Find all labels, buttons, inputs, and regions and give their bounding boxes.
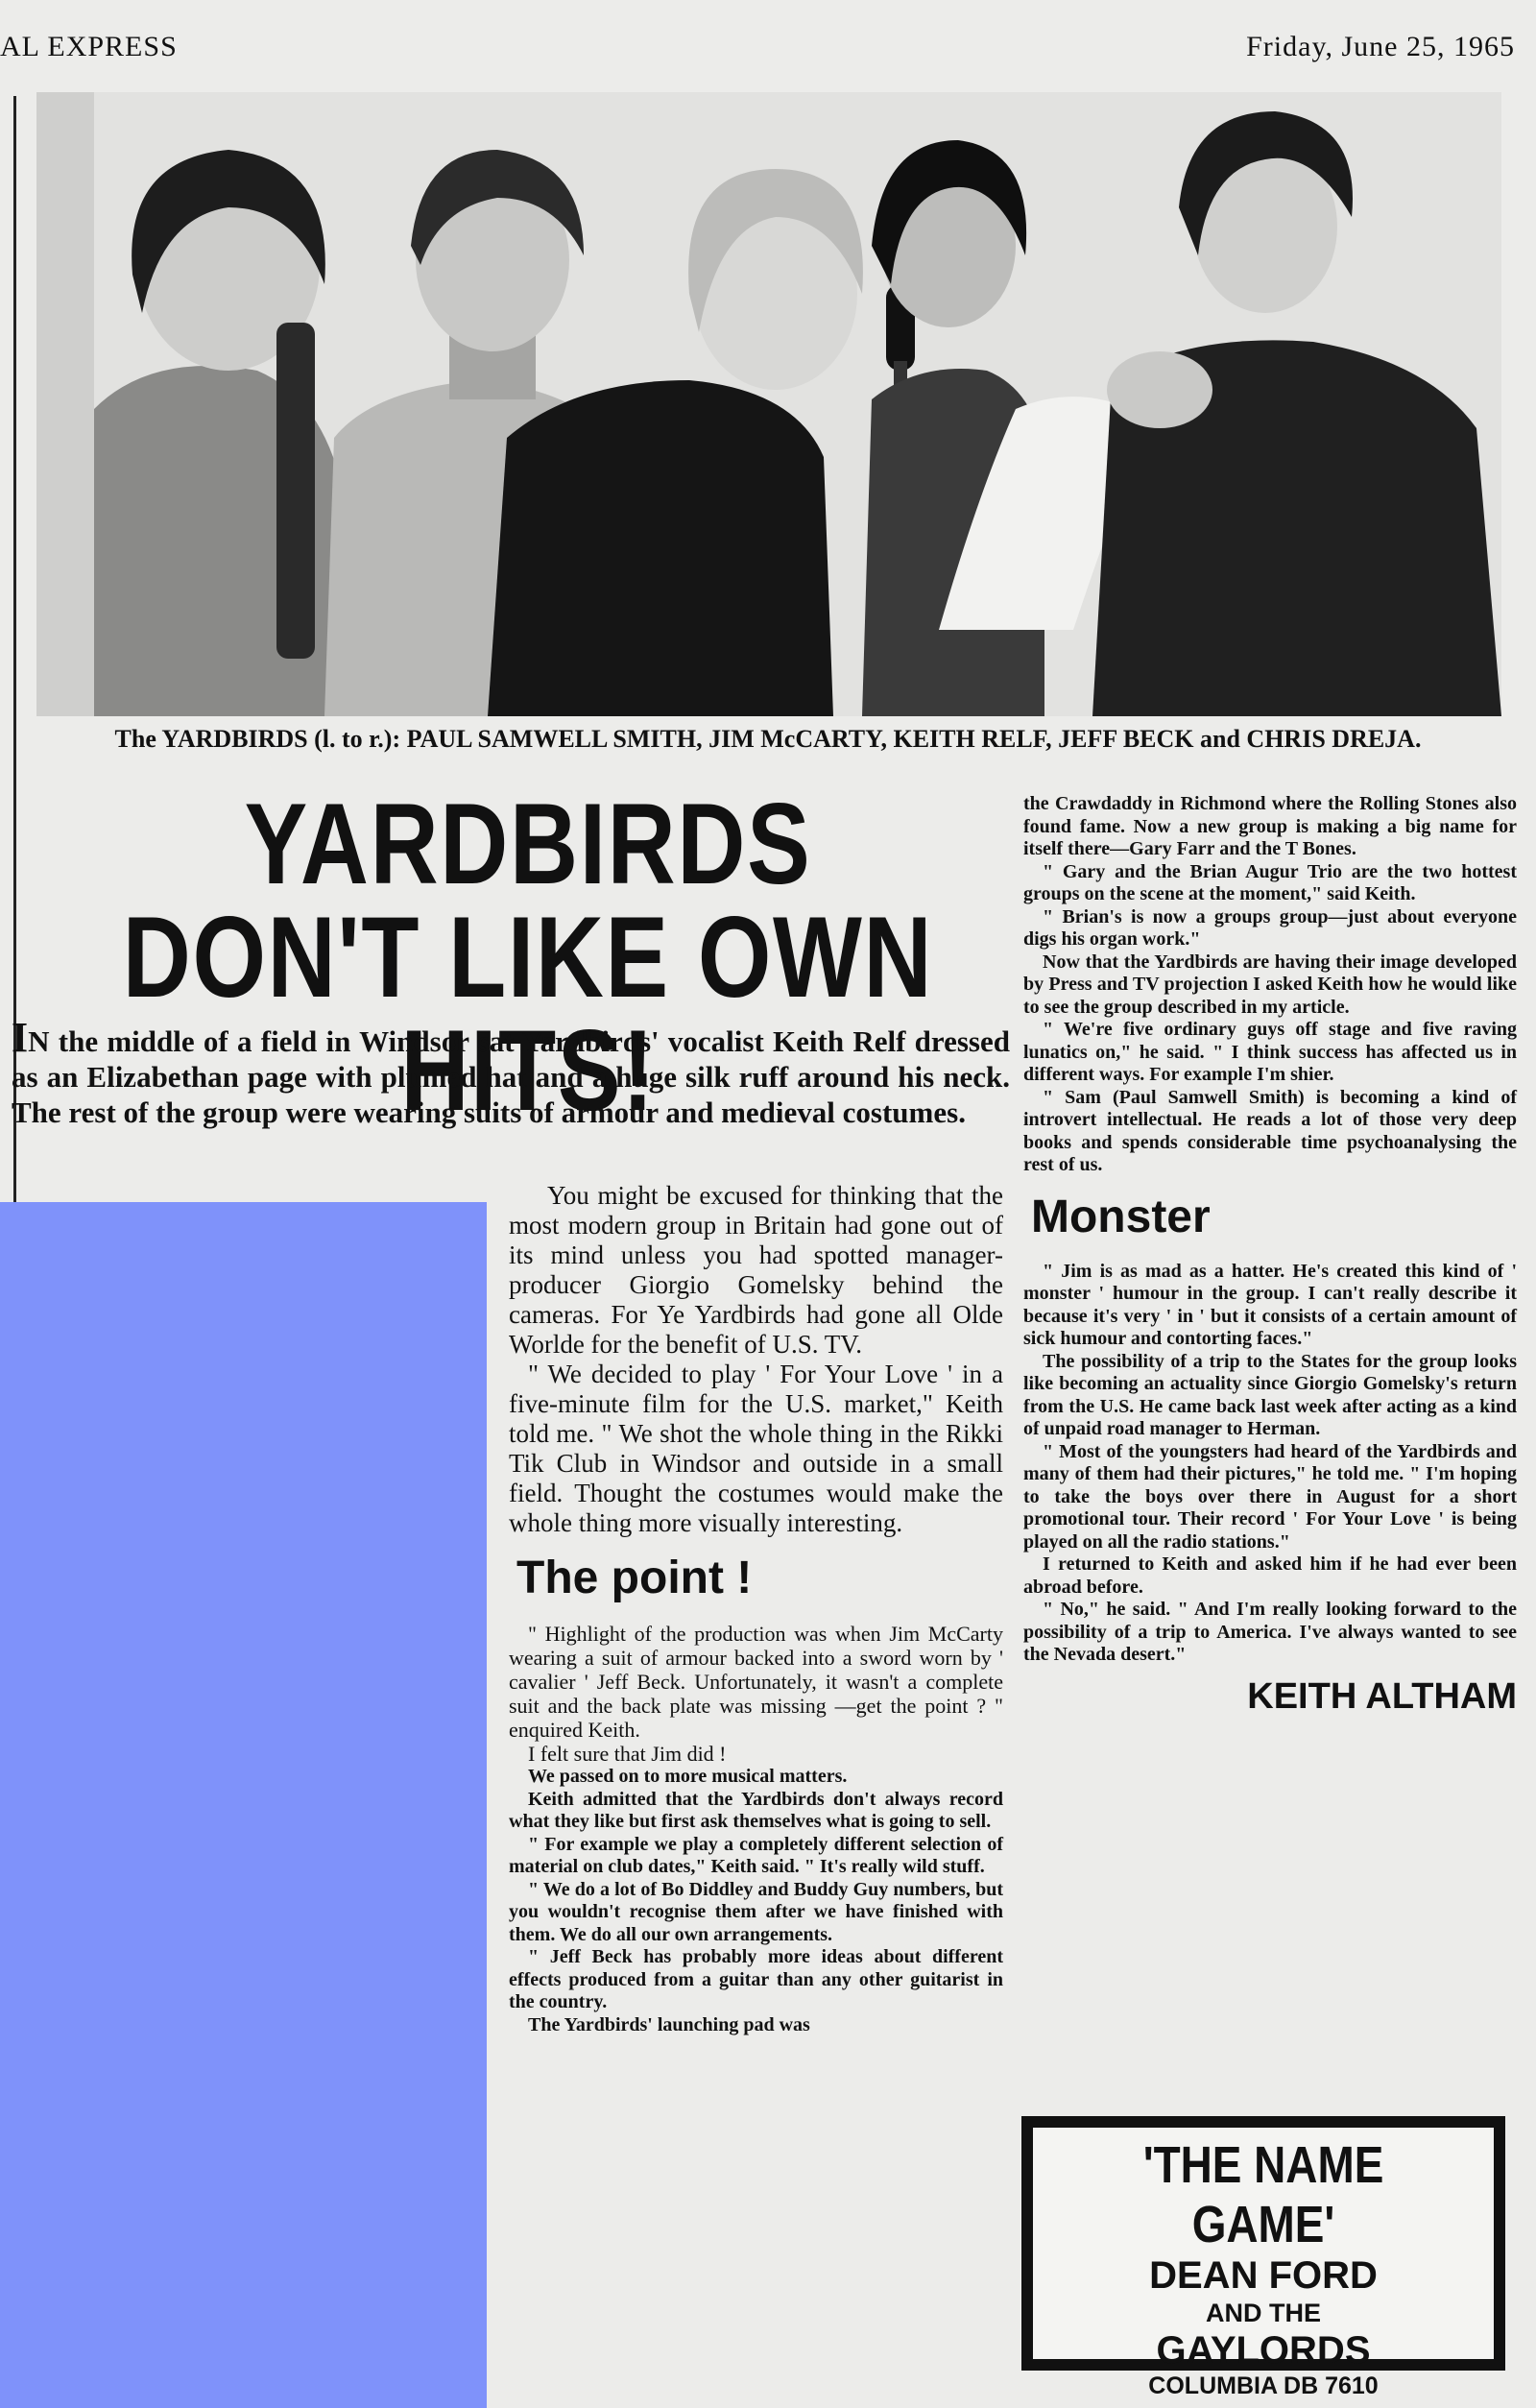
intro-paragraph [12, 1014, 1010, 1130]
paragraph: " Brian's is now a groups group—just about everyone digs his organ work." [1023, 905, 1517, 950]
subhead-monster: Monster [1031, 1191, 1211, 1242]
paragraph: I felt sure that Jim did ! [528, 1742, 727, 1766]
article-column-2 [509, 1181, 1003, 2036]
paragraph: " No," he said. " And I'm really looking forward to the possibility of a trip to America. I've always wanted to see the Nevada desert." [1023, 1599, 1517, 1665]
paragraph: " Gary and the Brian Augur Trio are the two hottest groups on the scene at the moment," said Keith. [1023, 860, 1517, 904]
paragraph: Keith admitted that the Yardbirds don't always record what they like but first ask themselves what is going to sell. [509, 1788, 1003, 1832]
paragraph: " For example we play a completely different selection of material on club dates," Keith said. " It's really wild stuff. [509, 1833, 1003, 1877]
paragraph: " We decided to play ' For Your Love ' in a five-minute film for the U.S. market," Keith told me. " We shot the whole thing in the Rikki Tik Club in Windsor and outside in a small field. Thought the costumes would make the whole thing more visually interesting. [509, 1360, 1003, 1537]
paragraph: You might be excused for thinking that the most modern group in Britain had gone out of its mind unless you had spotted manager-producer Giorgio Gomelsky behind the cameras. For Ye Yardbirds had gone all Olde Worlde for the benefit of U.S. TV. [509, 1181, 1003, 1359]
paragraph: " Sam (Paul Samwell Smith) is becoming a kind of introvert intellectual. He reads a lot of those very deep books and spends considerable time psychoanalysing the rest of us. [1023, 1086, 1517, 1175]
subhead-the-point: The point ! [516, 1553, 753, 1603]
paragraph: The Yardbirds' launching pad was [528, 2013, 810, 2035]
article-column-3 [1023, 793, 1517, 1718]
advert-band: GAYLORDS [1156, 2329, 1371, 2372]
advert-label: COLUMBIA DB 7610 [1148, 2372, 1379, 2399]
advert-connector: AND THE [1206, 2299, 1321, 2327]
paragraph: the Crawdaddy in Richmond where the Rolling Stones also found fame. Now a new group is making a big name for itself there—Gary Farr and the T Bones. [1023, 793, 1517, 859]
paragraph: The possibility of a trip to the States for the group looks like becoming an actuality since Giorgio Gomelsky's return from the U.S. He came back last week after acting as a kind of unpaid road manager to Herman. [1023, 1350, 1517, 1439]
intro-text: N the middle of a field in Windsor sat Yardbirds' vocalist Keith Relf dressed as an Elizabethan page with plumed hat and a huge silk ruff around his neck. The rest of the group were wearing suits of armour and medieval costumes. [12, 1024, 1010, 1129]
paragraph: " Most of the youngsters had heard of the Yardbirds and many of them had their pictures," he told me. " I'm hoping to take the boys over there in August for a short promotional tour. Their record ' For Your Love ' is being played on all the radio stations." [1023, 1440, 1517, 1553]
paragraph: " Highlight of the production was when Jim McCarty wearing a suit of armour backed into a sword worn by ' cavalier ' Jeff Beck. Unfortunately, it wasn't a complete suit and the back plate was missing —get the point ? " enquired Keith. [509, 1622, 1003, 1742]
byline: KEITH ALTHAM [1247, 1675, 1517, 1717]
paragraph: Now that the Yardbirds are having their image developed by Press and TV projection I asked Keith how he would like to see the group described in my article. [1023, 951, 1517, 1018]
paragraph: " We do a lot of Bo Diddley and Buddy Guy numbers, but you wouldn't recognise them after we have finished with them. We do all our own arrangements. [509, 1878, 1003, 1945]
drop-cap: I [12, 1014, 29, 1061]
paragraph: " Jim is as mad as a hatter. He's created this kind of ' monster ' humour in the group. I can't really describe it because it's very ' in ' but it consists of a certain amount of sick humour and contorting faces." [1023, 1260, 1517, 1349]
photo-caption: The YARDBIRDS (l. to r.): PAUL SAMWELL SMITH, JIM McCARTY, KEITH RELF, JEFF BECK and CHRIS DREJA. [114, 725, 1422, 753]
paragraph: I returned to Keith and asked him if he had ever been abroad before. [1023, 1553, 1517, 1598]
advert-title: 'THE NAME GAME' [1142, 2136, 1384, 2253]
redaction-block [0, 1202, 487, 2408]
record-advert [1021, 2116, 1505, 2399]
paragraph: " We're five ordinary guys off stage and five raving lunatics on," he said. " I think success has affected us in different ways. For example I'm shier. [1023, 1019, 1517, 1085]
dateline: Friday, June 25, 1965 [1246, 31, 1515, 62]
paragraph: We passed on to more musical matters. [528, 1766, 848, 1787]
headline: YARDBIRDS DON'T LIKE OWN HITS! [122, 780, 934, 1135]
masthead: AL EXPRESS [0, 31, 178, 62]
paragraph: " Jeff Beck has probably more ideas about different effects produced from a guitar than any other guitarist in the country. [509, 1946, 1003, 2012]
advert-artist: DEAN FORD [1149, 2254, 1378, 2297]
group-photo [36, 92, 1501, 716]
